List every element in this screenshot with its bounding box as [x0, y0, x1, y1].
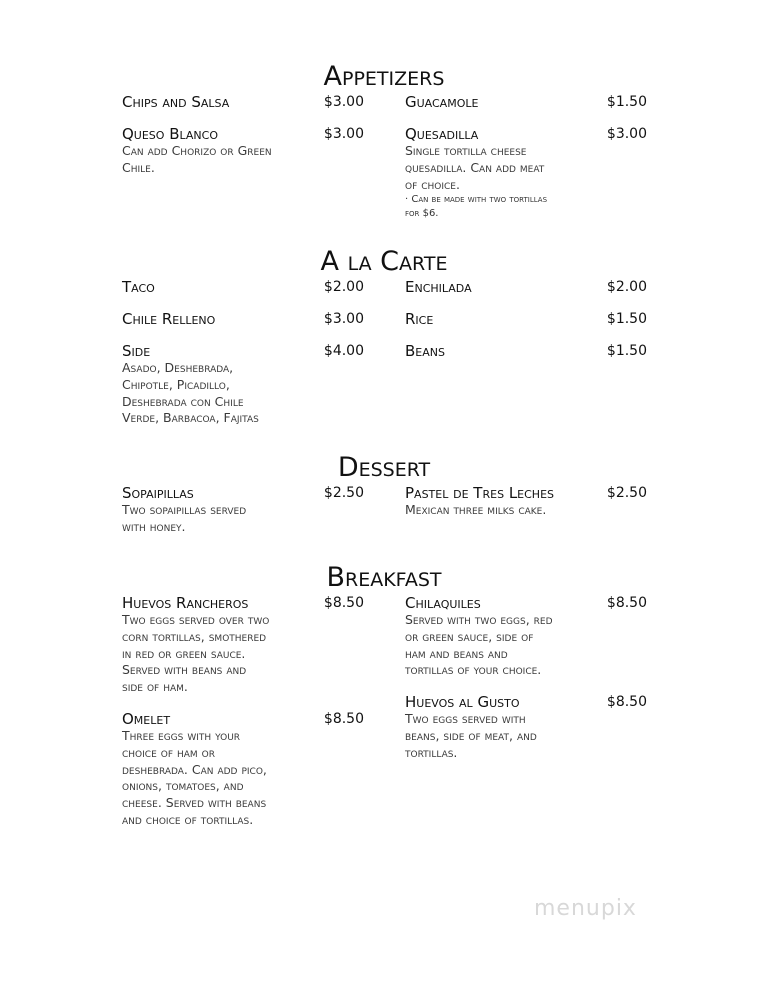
item-description-line: tortillas. [405, 744, 458, 760]
menu-section-a-la-carte [0, 245, 768, 426]
item-price: $8.50 [323, 710, 364, 727]
item-name: Rice [405, 310, 434, 328]
item-name: Side [122, 342, 151, 360]
left-column [122, 94, 364, 192]
menu-section-appetizers [0, 60, 768, 219]
item-price: $3.00 [606, 126, 647, 142]
item-description-line: Can add Chorizo or Green [122, 143, 272, 158]
menu-item [405, 94, 647, 111]
item-name: Enchilada [405, 278, 472, 296]
item-description-line: Served with beans and [122, 662, 247, 678]
item-description-line: ham and beans and [405, 645, 508, 661]
section-heading: Breakfast [326, 562, 442, 593]
item-price: $8.50 [606, 694, 647, 711]
menu-item [122, 595, 364, 696]
left-column [122, 485, 364, 551]
right-column [405, 485, 647, 534]
menupix-watermark-logo: menupix [534, 896, 637, 921]
item-description-line: in red or green sauce. [122, 645, 246, 661]
item-description-line: deshebrada. Can add pico, [122, 761, 267, 777]
item-description-line: Chipotle, Picadillo, [122, 376, 230, 392]
left-column [122, 279, 364, 442]
right-column [405, 279, 647, 375]
item-description-line: onions, tomatoes, and [122, 778, 244, 794]
item-price: $3.00 [323, 94, 364, 110]
section-columns [0, 278, 768, 426]
menu-item [122, 279, 364, 296]
menu-item [405, 126, 647, 220]
item-description-line: corn tortillas, smothered [122, 628, 267, 644]
item-name: Chilaquiles [405, 594, 481, 612]
item-name: Omelet [122, 709, 171, 728]
item-name: Sopaipillas [122, 484, 194, 502]
item-description-line: Two eggs served with [405, 711, 526, 727]
item-name: Guacamole [405, 93, 479, 111]
menu-item [122, 343, 364, 427]
section-heading: A la Carte [320, 246, 448, 277]
menu-item [405, 343, 647, 360]
item-price: $3.00 [323, 126, 364, 142]
menu-item [405, 279, 647, 296]
item-description-line: choice of ham or [122, 744, 215, 760]
item-description-line: with honey. [122, 518, 186, 534]
item-description-line: Asado, Deshebrada, [122, 360, 234, 375]
item-name: Chile Relleno [122, 310, 216, 328]
item-note-line: · Can be made with two tortillas [405, 194, 548, 206]
item-name: Beans [405, 342, 445, 360]
item-name: Taco [122, 278, 155, 296]
menu-item [405, 485, 647, 519]
item-description-line: Two sopaipillas served [122, 502, 247, 517]
item-price: $1.50 [606, 343, 647, 359]
section-heading: Appetizers [323, 61, 445, 92]
item-name: Queso Blanco [122, 125, 218, 143]
menu-item [122, 311, 364, 328]
left-column [122, 595, 364, 844]
item-description-line: or green sauce, side of [405, 628, 534, 644]
menu-item [122, 485, 364, 536]
right-column [405, 94, 647, 235]
item-name: Huevos al Gusto [405, 693, 520, 712]
item-description-line: Verde, Barbacoa, Fajitas [122, 410, 259, 426]
item-description-line: Deshebrada con Chile [122, 393, 244, 409]
item-price: $8.50 [323, 595, 364, 611]
right-column [405, 595, 647, 777]
section-columns [0, 484, 768, 534]
menu-item [122, 711, 364, 829]
item-price: $4.00 [323, 343, 364, 359]
item-price: $2.50 [606, 485, 647, 501]
item-description-line: Mexican three milks cake. [405, 502, 547, 517]
item-note-line: for $6. [405, 207, 439, 219]
item-description-line: Served with two eggs, red [405, 612, 553, 627]
menu-item [405, 694, 647, 761]
menu-item [122, 126, 364, 177]
menu-item [405, 311, 647, 328]
section-columns [0, 93, 768, 219]
item-description-line: tortillas of your choice. [405, 662, 542, 678]
item-description-line: cheese. Served with beans [122, 795, 267, 811]
item-price: $2.00 [606, 279, 647, 295]
item-description-line: beans, side of meat, and [405, 727, 537, 743]
item-name: Pastel de Tres Leches [405, 484, 555, 502]
item-description-line: Three eggs with your [122, 727, 241, 743]
item-price: $1.50 [606, 311, 647, 327]
item-description-line: side of ham. [122, 679, 188, 695]
menu-item [122, 94, 364, 111]
item-name: Chips and Salsa [122, 93, 230, 111]
item-price: $1.50 [606, 94, 647, 110]
menu-item [405, 595, 647, 679]
item-name: Huevos Rancheros [122, 594, 249, 612]
section-columns [0, 594, 768, 827]
item-description-line: Chile. [122, 159, 155, 175]
item-price: $3.00 [323, 311, 364, 327]
item-description-line: of choice. [405, 176, 460, 192]
section-heading: Dessert [337, 452, 431, 483]
item-description-line: quesadilla. Can add meat [405, 159, 545, 175]
item-price: $8.50 [606, 595, 647, 611]
menu-section-dessert [0, 451, 768, 534]
menu-section-breakfast [0, 561, 768, 827]
item-description-line: and choice of tortillas. [122, 811, 254, 827]
item-name: Quesadilla [405, 125, 479, 143]
item-description-line: Single tortilla cheese [405, 143, 527, 158]
item-price: $2.50 [323, 485, 364, 501]
item-price: $2.00 [323, 279, 364, 295]
item-description-line: Two eggs served over two [122, 612, 270, 627]
